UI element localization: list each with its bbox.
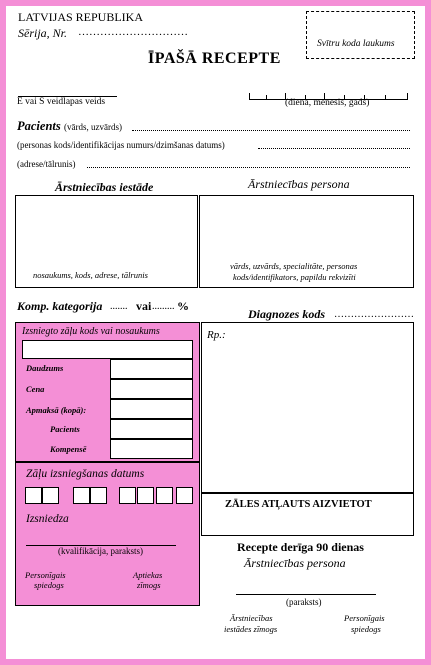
issued-by-label: Izsniedza <box>26 513 69 525</box>
institution-stamp-label-1: Ārstniecības <box>230 613 273 623</box>
pharmacy-stamp-label-1: Aptiekas <box>133 570 163 580</box>
rp-box[interactable] <box>201 322 414 493</box>
price-field[interactable] <box>110 379 193 399</box>
pharmacy-stamp-label-2: zīmogs <box>137 580 161 590</box>
patient-name-hint: (vārds, uzvārds) <box>64 122 122 132</box>
issue-date-heading: Zāļu izsniegšanas datums <box>26 468 145 480</box>
country-label: LATVIJAS REPUBLIKA <box>18 10 144 24</box>
doctor-stamp-label-2: spiedogs <box>351 624 381 634</box>
patient-id-field[interactable] <box>258 148 410 149</box>
series-number-field[interactable]: ………………………… <box>78 26 188 38</box>
qualification-label: (kvalifikācija, paraksts) <box>58 546 143 556</box>
comp-category-label: Komp. kategorija <box>17 299 103 313</box>
personal-stamp-label-1: Personīgais <box>25 570 66 580</box>
diagnosis-label: Diagnozes kods <box>248 307 326 321</box>
diagnosis-field[interactable]: …………………… <box>334 309 414 320</box>
validity-person-label: Ārstniecības persona <box>244 556 346 570</box>
barcode-label: Svītru koda laukums <box>317 39 395 49</box>
page-title: ĪPAŠĀ RECEPTE <box>148 50 281 67</box>
patient-address-field[interactable] <box>87 167 410 168</box>
price-label: Cena <box>26 384 45 394</box>
institution-stamp-label-2: iestādes zīmogs <box>224 624 278 634</box>
patient-address-hint: (adrese/tālrunis) <box>17 159 76 169</box>
person-heading: Ārstniecības persona <box>248 177 350 191</box>
patient-pays-field[interactable] <box>110 419 193 439</box>
doctor-signature-label: (paraksts) <box>286 597 322 607</box>
series-label: Sērija, Nr. <box>18 26 68 40</box>
institution-heading: Ārstniecības iestāde <box>55 180 154 194</box>
personal-stamp-label-2: spiedogs <box>34 580 64 590</box>
compensated-field[interactable] <box>110 439 193 459</box>
quantity-field[interactable] <box>110 359 193 379</box>
quantity-label: Daudzums <box>26 363 64 373</box>
barcode-area <box>306 11 415 59</box>
patient-pays-label: Pacients <box>50 424 80 434</box>
patient-label: Pacients <box>17 119 61 133</box>
comp-vai-label: vai <box>136 299 152 313</box>
comp-percent-sign: % <box>177 299 189 313</box>
substitution-label: ZĀLES ATĻAUTS AIZVIETOT <box>225 499 372 510</box>
form-type-label: E vai S veidlapas veids <box>17 97 106 107</box>
validity-label: Recepte derīga 90 dienas <box>237 540 364 554</box>
person-caption-2: kods/identifikators, papildu rekvizīti <box>233 272 356 282</box>
comp-category-field[interactable]: ....... <box>110 301 128 312</box>
patient-id-hint: (personas kods/identifikācijas numurs/dzimšanas datums) <box>17 140 225 150</box>
compensated-label: Kompensē <box>50 444 87 454</box>
issued-drug-heading: Izsniegto zāļu kods vai nosaukums <box>22 326 160 337</box>
comp-percent-field[interactable]: ......... <box>152 301 175 312</box>
date-label: (diena, mēnesis, gads) <box>285 98 370 108</box>
institution-caption: nosaukums, kods, adrese, tālrunis <box>33 270 148 280</box>
rp-label: Rp.: <box>207 329 226 341</box>
patient-name-field[interactable] <box>132 130 410 131</box>
total-payment-field[interactable] <box>110 399 193 419</box>
doctor-stamp-label-1: Personīgais <box>344 613 385 623</box>
issued-drug-name-field[interactable] <box>22 340 193 359</box>
total-payment-label: Apmaksā (kopā): <box>26 405 87 415</box>
person-caption-1: vārds, uzvārds, specialitāte, personas <box>230 261 358 271</box>
doctor-signature-line[interactable] <box>236 594 376 595</box>
